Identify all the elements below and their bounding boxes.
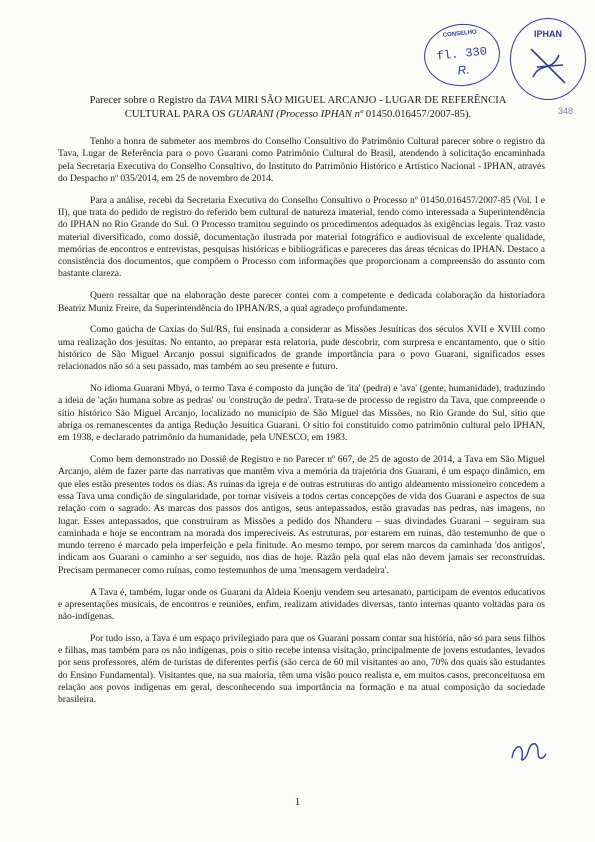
protocol-stamp-number: fl. 330 bbox=[436, 44, 488, 64]
protocol-stamp-initial: R. bbox=[456, 62, 471, 78]
protocol-stamp-label: CONSELHO bbox=[442, 29, 478, 39]
paragraph: Como bem demonstrado no Dossiê de Registro e no Parecer nº 667, de 25 de agosto de 2014, a Tava em São Miguel Arcanjo, além de fazer parte das narrativas que mantêm viva a memória da trajetória dos Guarani, é um espaço dinâmico, em que eles estão presentes todos os dias. As ruínas da igreja e de outras estruturas do antigo aldeamento missioneiro concedem a essa Tava uma condição de singularidade, por tornar visíveis a todos certas concepções de vida dos Guarani e aspectos de sua relação com o sagrado. As marcas dos passos dos antigos, seus antepassados, estão gravadas nas pedras, nas imagens, no lugar. Esses antepassados, que construíram as Missões a pedido dos Nhanderu – suas divindades Guarani – seguiram sua caminhada e hoje se encontram na morada dos imperecíveis. As estruturas, por estarem em ruínas, dão testemunho de que o mundo terreno é marcado pela imperfeição e pela finitude. Ao mesmo tempo, por serem marcos da caminhada 'dos antigos', indicam aos Guarani o caminho a ser seguido, nos dias de hoje. Razão pela qual elas não devem jamais ser reconstruídas. Precisam permanecer como ruínas, como testemunhos de uma 'mensagem verdadeira'. bbox=[58, 454, 545, 576]
page-number: 1 bbox=[294, 796, 301, 808]
iphan-stamp-label: IPHAN bbox=[533, 29, 562, 39]
iphan-stamp bbox=[510, 18, 586, 100]
paragraph: Quero ressaltar que na elaboração deste parecer contei com a competente e dedicada colaboração da historiadora Beatriz Muniz Freire, da Superintendência do IPHAN/RS, a qual agradeço profundamente. bbox=[58, 290, 545, 314]
paragraph: Como gaúcha de Caxias do Sul/RS, fui ensinada a considerar as Missões Jesuíticas dos séculos XVII e XVIII como uma realização dos jesuítas. No entanto, ao preparar esta relatoria, pude descobrir, com surpresa e encantamento, que o sítio histórico de São Miguel Arcanjo possui significados de grande importância para o povo Guarani, significados esses relacionados não só a seu passado, mas também ao seu presente e futuro. bbox=[58, 324, 545, 373]
folio-mark: 348 bbox=[558, 106, 574, 116]
protocol-stamp bbox=[421, 20, 503, 90]
document-body bbox=[58, 136, 545, 716]
title-line-2: CULTURAL PARA OS GUARANI (Processo IPHAN nº 01450.016457/2007-85). bbox=[124, 109, 472, 120]
paragraph: A Tava é, também, lugar onde os Guarani da Aldeia Koenju vendem seu artesanato, participam de eventos educativos e apresentações musicais, de encontros e reuniões, enfim, realizam atividades diversas, tanto internas quanto voltadas para os não-indígenas. bbox=[58, 586, 545, 623]
signature-icon bbox=[508, 736, 548, 766]
paragraph: Por tudo isso, a Tava é um espaço privilegiado para que os Guarani possam contar sua história, não só para seus filhos e filhas, mas também para os não indígenas, pois o sítio recebe intensa visitação, principalmente de jovens estudantes, levados por seus professores, além de turistas de diferentes perfis (são cerca de 60 mil visitantes ao ano, 70% dos quais são estudantes do Ensino Fundamental). Visitantes que, na sua maioria, têm uma visão pouco realista e, em muitos casos, preconceituosa em relação aos povos indígenas em geral, desconhecendo sua importância na formação e na atual composição da sociedade brasileira. bbox=[58, 632, 545, 706]
paragraph: Para a análise, recebi da Secretaria Executiva do Conselho Consultivo o Processo nº 01450.016457/2007-85 (Vol. I e II), que trata do pedido de registro do referido bem cultural de natureza imaterial, tendo como interessada a Superintendência do IPHAN no Rio Grande do Sul. O Processo tramitou seguindo os procedimentos adequados às exigências legais. Traz vasto material diversificado, como dossiê, documentação ilustrada por material fotográfico e audiovisual de excelente qualidade, memórias de encontros e entrevistas, pesquisas históricas e bibliográficas e pareceres das áreas técnicas do IPHAN. Destaco a consistência dos documentos, que compõem o Processo com informações que proporcionam a compreensão do assunto com bastante clareza. bbox=[58, 194, 545, 280]
initials-scribble-icon bbox=[525, 43, 573, 89]
paragraph: No idioma Guarani Mbyá, o termo Tava é composto da junção de 'ita' (pedra) e 'ava' (gente, humanidade), traduzindo a ideia de 'ação humana sobre as pedras' ou 'construção de pedra'. Trata-se de processo de registro da Tava, que compreende o sítio histórico São Miguel Arcanjo, localizado no município de São Miguel das Missões, no Rio Grande do Sul, sítio que abriga os remanescentes da antiga Redução Jesuítica Guarani. O sítio foi constituído como patrimônio cultural pelo IPHAN, em 1938, e declarado patrimônio da humanidade, pela UNESCO, em 1983. bbox=[58, 383, 545, 444]
document-title bbox=[58, 94, 538, 122]
paragraph: Tenho a honra de submeter aos membros do Conselho Consultivo do Patrimônio Cultural parecer sobre o registro da Tava, Lugar de Referência para o povo Guarani como Patrimônio Cultural do Brasil, atendendo à solicitação encaminhada pela Secretaria Executiva do Conselho Consultivo, do Instituto do Patrimônio Histórico e Artístico Nacional - IPHAN, através do Despacho nº 035/2014, em 25 de novembro de 2014. bbox=[58, 136, 545, 184]
handwritten-initials bbox=[508, 736, 548, 771]
title-line-1: Parecer sobre o Registro da TAVA MIRI SÃO MIGUEL ARCANJO - LUGAR DE REFERÊNCIA bbox=[89, 95, 507, 106]
